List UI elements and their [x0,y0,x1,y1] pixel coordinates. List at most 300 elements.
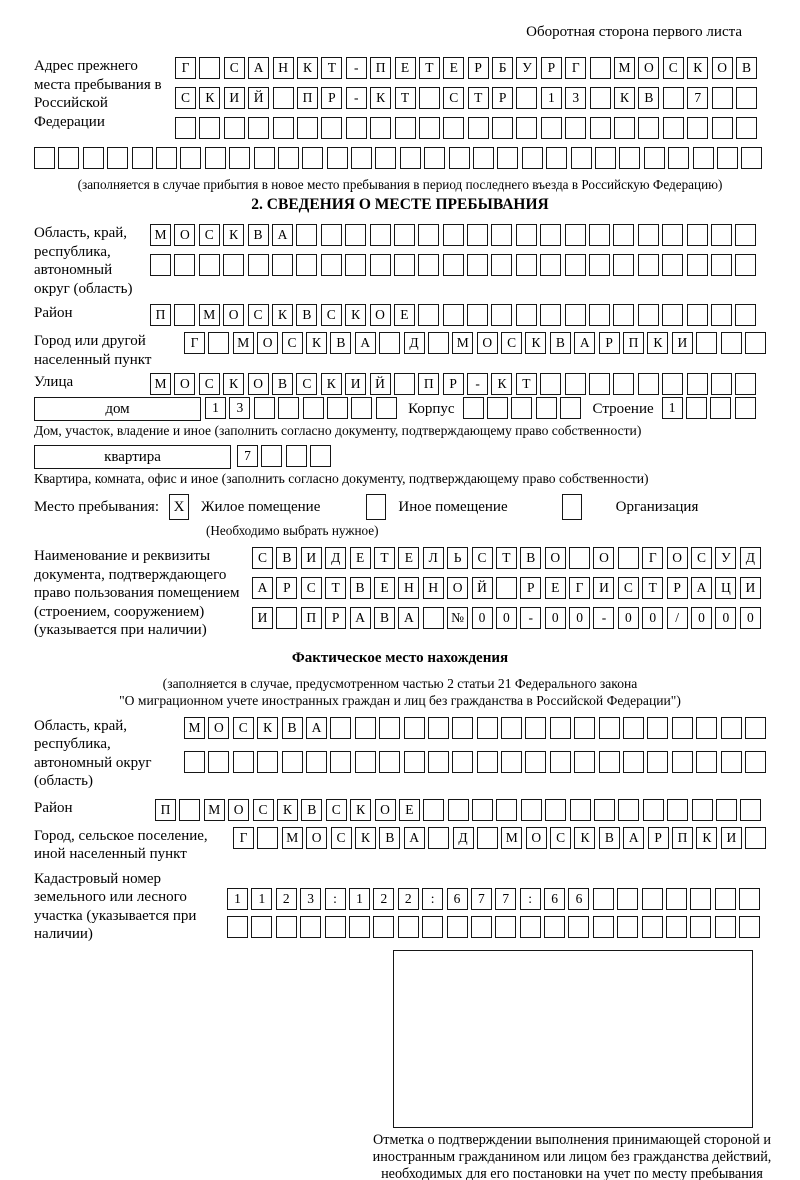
char-cell[interactable] [398,916,419,938]
char-cell[interactable] [644,147,665,169]
char-cell[interactable] [568,916,589,938]
char-cell[interactable]: М [204,799,225,821]
char-cell[interactable] [692,799,713,821]
char-cell[interactable] [496,577,517,599]
char-cell[interactable] [589,254,610,276]
char-cell[interactable] [428,717,449,739]
char-cell[interactable]: Г [642,547,663,569]
char-cell[interactable] [257,751,278,773]
char-cell[interactable] [418,254,439,276]
prev-address-row-2[interactable] [175,87,760,109]
char-cell[interactable] [496,799,517,821]
char-cell[interactable]: П [672,827,693,849]
char-cell[interactable] [696,332,717,354]
char-cell[interactable] [351,147,372,169]
char-cell[interactable]: Д [453,827,474,849]
char-cell[interactable] [423,607,444,629]
char-cell[interactable] [696,717,717,739]
region-row-1[interactable] [150,224,760,246]
char-cell[interactable]: 0 [691,607,712,629]
char-cell[interactable]: К [223,224,244,246]
char-cell[interactable] [351,397,372,419]
char-cell[interactable]: - [520,607,541,629]
char-cell[interactable] [443,117,464,139]
char-cell[interactable] [452,751,473,773]
char-cell[interactable]: 0 [472,607,493,629]
fact-region-row-1[interactable] [184,717,769,739]
char-cell[interactable]: 2 [398,888,419,910]
char-cell[interactable]: С [199,224,220,246]
residential-premises-checkbox[interactable]: X [169,494,189,520]
char-cell[interactable]: К [277,799,298,821]
char-cell[interactable]: П [297,87,318,109]
char-cell[interactable] [663,87,684,109]
char-cell[interactable] [595,147,616,169]
char-cell[interactable]: А [574,332,595,354]
char-cell[interactable]: В [638,87,659,109]
char-cell[interactable]: 6 [544,888,565,910]
char-cell[interactable] [208,751,229,773]
char-cell[interactable]: О [174,373,195,395]
char-cell[interactable] [590,117,611,139]
char-cell[interactable] [520,916,541,938]
char-cell[interactable]: Р [648,827,669,849]
char-cell[interactable] [174,254,195,276]
char-cell[interactable]: Е [394,304,415,326]
char-cell[interactable] [379,717,400,739]
char-cell[interactable]: Р [468,57,489,79]
char-cell[interactable] [638,224,659,246]
char-cell[interactable]: С [618,577,639,599]
char-cell[interactable]: - [346,87,367,109]
char-cell[interactable] [745,332,766,354]
char-cell[interactable] [345,224,366,246]
char-cell[interactable] [599,751,620,773]
char-cell[interactable] [593,888,614,910]
char-cell[interactable] [467,304,488,326]
char-cell[interactable] [423,799,444,821]
char-cell[interactable]: О [257,332,278,354]
char-cell[interactable]: К [574,827,595,849]
char-cell[interactable] [686,397,707,419]
char-cell[interactable]: 3 [565,87,586,109]
char-cell[interactable]: 1 [227,888,248,910]
char-cell[interactable]: 1 [251,888,272,910]
char-cell[interactable] [370,254,391,276]
char-cell[interactable] [443,224,464,246]
char-cell[interactable] [589,373,610,395]
char-cell[interactable]: С [252,547,273,569]
char-cell[interactable]: О [208,717,229,739]
char-cell[interactable] [473,147,494,169]
char-cell[interactable]: 0 [569,607,590,629]
char-cell[interactable] [739,888,760,910]
char-cell[interactable]: Е [399,799,420,821]
char-cell[interactable] [594,799,615,821]
char-cell[interactable]: Р [321,87,342,109]
char-cell[interactable] [647,751,668,773]
char-cell[interactable]: К [614,87,635,109]
char-cell[interactable] [735,224,756,246]
char-cell[interactable] [272,254,293,276]
char-cell[interactable]: В [520,547,541,569]
char-cell[interactable]: В [301,799,322,821]
char-cell[interactable]: В [599,827,620,849]
apartment-number-row[interactable] [237,445,335,467]
char-cell[interactable] [589,304,610,326]
city-row[interactable] [184,332,769,354]
char-cell[interactable] [590,57,611,79]
char-cell[interactable] [593,916,614,938]
char-cell[interactable]: Р [541,57,562,79]
char-cell[interactable] [330,751,351,773]
char-cell[interactable] [666,916,687,938]
char-cell[interactable]: С [301,577,322,599]
char-cell[interactable] [690,916,711,938]
char-cell[interactable] [345,254,366,276]
char-cell[interactable] [107,147,128,169]
char-cell[interactable] [565,254,586,276]
char-cell[interactable] [613,254,634,276]
char-cell[interactable] [443,304,464,326]
char-cell[interactable] [540,373,561,395]
char-cell[interactable] [278,147,299,169]
char-cell[interactable] [179,799,200,821]
char-cell[interactable] [501,751,522,773]
char-cell[interactable] [443,254,464,276]
document-row-1[interactable] [252,547,764,569]
char-cell[interactable] [447,916,468,938]
char-cell[interactable] [745,827,766,849]
char-cell[interactable]: Т [468,87,489,109]
char-cell[interactable] [491,304,512,326]
char-cell[interactable]: Д [404,332,425,354]
char-cell[interactable] [229,147,250,169]
char-cell[interactable] [419,117,440,139]
char-cell[interactable]: С [443,87,464,109]
char-cell[interactable]: А [623,827,644,849]
char-cell[interactable] [296,254,317,276]
char-cell[interactable]: 2 [276,888,297,910]
char-cell[interactable]: С [253,799,274,821]
char-cell[interactable] [501,717,522,739]
char-cell[interactable]: К [306,332,327,354]
char-cell[interactable] [712,117,733,139]
char-cell[interactable] [355,717,376,739]
char-cell[interactable] [716,799,737,821]
cadastral-row-1[interactable] [227,888,764,910]
char-cell[interactable] [257,827,278,849]
char-cell[interactable]: Р [667,577,688,599]
char-cell[interactable]: С [472,547,493,569]
prev-address-row-3[interactable] [175,117,760,139]
char-cell[interactable] [672,717,693,739]
char-cell[interactable] [565,373,586,395]
char-cell[interactable] [467,254,488,276]
char-cell[interactable]: 3 [229,397,250,419]
char-cell[interactable] [175,117,196,139]
char-cell[interactable] [642,916,663,938]
char-cell[interactable]: Т [374,547,395,569]
char-cell[interactable]: В [379,827,400,849]
char-cell[interactable] [638,254,659,276]
prev-address-row-4[interactable] [34,147,766,169]
char-cell[interactable]: П [418,373,439,395]
char-cell[interactable] [254,397,275,419]
char-cell[interactable]: - [467,373,488,395]
char-cell[interactable]: А [691,577,712,599]
char-cell[interactable] [599,717,620,739]
char-cell[interactable] [623,717,644,739]
char-cell[interactable] [687,254,708,276]
char-cell[interactable]: К [525,332,546,354]
char-cell[interactable]: К [647,332,668,354]
char-cell[interactable] [34,147,55,169]
char-cell[interactable]: О [712,57,733,79]
char-cell[interactable] [589,224,610,246]
char-cell[interactable]: Г [175,57,196,79]
char-cell[interactable]: Т [419,57,440,79]
char-cell[interactable] [306,751,327,773]
char-cell[interactable]: 7 [471,888,492,910]
char-cell[interactable]: 0 [545,607,566,629]
apartment-type-box[interactable] [34,445,231,469]
char-cell[interactable]: / [667,607,688,629]
char-cell[interactable]: К [297,57,318,79]
char-cell[interactable] [745,751,766,773]
char-cell[interactable] [668,147,689,169]
char-cell[interactable] [516,117,537,139]
char-cell[interactable]: 1 [662,397,683,419]
char-cell[interactable]: П [370,57,391,79]
char-cell[interactable] [321,254,342,276]
char-cell[interactable]: О [477,332,498,354]
char-cell[interactable] [327,147,348,169]
char-cell[interactable] [525,717,546,739]
char-cell[interactable] [282,751,303,773]
char-cell[interactable] [422,916,443,938]
char-cell[interactable] [522,147,543,169]
char-cell[interactable]: С [663,57,684,79]
char-cell[interactable] [687,224,708,246]
char-cell[interactable] [276,916,297,938]
char-cell[interactable] [370,224,391,246]
char-cell[interactable] [550,717,571,739]
char-cell[interactable]: Е [374,577,395,599]
char-cell[interactable]: К [223,373,244,395]
char-cell[interactable]: М [150,224,171,246]
char-cell[interactable] [477,827,498,849]
char-cell[interactable]: Й [248,87,269,109]
char-cell[interactable] [394,254,415,276]
char-cell[interactable] [327,397,348,419]
char-cell[interactable] [540,304,561,326]
char-cell[interactable]: К [272,304,293,326]
char-cell[interactable] [541,117,562,139]
char-cell[interactable]: С [248,304,269,326]
char-cell[interactable] [296,224,317,246]
char-cell[interactable]: Р [443,373,464,395]
char-cell[interactable] [711,254,732,276]
char-cell[interactable]: В [350,577,371,599]
char-cell[interactable]: Р [276,577,297,599]
char-cell[interactable]: К [491,373,512,395]
char-cell[interactable] [711,373,732,395]
char-cell[interactable]: Т [642,577,663,599]
char-cell[interactable]: 0 [618,607,639,629]
char-cell[interactable] [741,147,762,169]
char-cell[interactable]: В [550,332,571,354]
char-cell[interactable] [302,147,323,169]
char-cell[interactable] [449,147,470,169]
char-cell[interactable] [521,799,542,821]
char-cell[interactable] [672,751,693,773]
char-cell[interactable] [618,799,639,821]
other-premises-checkbox[interactable] [366,494,386,520]
char-cell[interactable]: А [248,57,269,79]
korpus-row[interactable] [463,397,585,419]
char-cell[interactable] [613,304,634,326]
char-cell[interactable] [735,304,756,326]
char-cell[interactable] [574,717,595,739]
char-cell[interactable]: О [228,799,249,821]
char-cell[interactable]: Т [496,547,517,569]
char-cell[interactable] [736,87,757,109]
char-cell[interactable] [710,397,731,419]
char-cell[interactable] [394,373,415,395]
char-cell[interactable] [233,751,254,773]
char-cell[interactable] [379,332,400,354]
char-cell[interactable]: О [306,827,327,849]
char-cell[interactable] [497,147,518,169]
char-cell[interactable]: 7 [495,888,516,910]
char-cell[interactable]: И [672,332,693,354]
char-cell[interactable]: Е [350,547,371,569]
char-cell[interactable]: Д [740,547,761,569]
char-cell[interactable]: О [370,304,391,326]
char-cell[interactable]: К [696,827,717,849]
char-cell[interactable]: А [404,827,425,849]
char-cell[interactable] [208,332,229,354]
char-cell[interactable] [663,117,684,139]
char-cell[interactable] [516,87,537,109]
char-cell[interactable]: К [687,57,708,79]
char-cell[interactable] [687,373,708,395]
char-cell[interactable] [721,717,742,739]
char-cell[interactable]: О [248,373,269,395]
char-cell[interactable] [156,147,177,169]
char-cell[interactable] [477,751,498,773]
char-cell[interactable] [687,117,708,139]
char-cell[interactable]: Р [520,577,541,599]
char-cell[interactable] [248,254,269,276]
char-cell[interactable]: : [520,888,541,910]
char-cell[interactable]: С [296,373,317,395]
char-cell[interactable]: В [282,717,303,739]
char-cell[interactable] [463,397,484,419]
char-cell[interactable] [428,332,449,354]
region-row-2[interactable] [150,254,760,276]
char-cell[interactable]: 1 [205,397,226,419]
char-cell[interactable] [516,304,537,326]
char-cell[interactable] [560,397,581,419]
char-cell[interactable] [638,373,659,395]
char-cell[interactable]: С [175,87,196,109]
char-cell[interactable] [150,254,171,276]
char-cell[interactable] [667,799,688,821]
char-cell[interactable]: А [398,607,419,629]
char-cell[interactable]: О [447,577,468,599]
cadastral-row-2[interactable] [227,916,764,938]
char-cell[interactable]: 7 [237,445,258,467]
char-cell[interactable]: Е [395,57,416,79]
char-cell[interactable] [590,87,611,109]
char-cell[interactable] [276,607,297,629]
char-cell[interactable]: 3 [300,888,321,910]
char-cell[interactable] [227,916,248,938]
char-cell[interactable]: Т [321,57,342,79]
char-cell[interactable] [638,117,659,139]
char-cell[interactable] [404,717,425,739]
char-cell[interactable]: К [345,304,366,326]
char-cell[interactable] [174,304,195,326]
char-cell[interactable]: С [321,304,342,326]
char-cell[interactable]: К [355,827,376,849]
char-cell[interactable] [400,147,421,169]
char-cell[interactable] [613,224,634,246]
char-cell[interactable]: Е [398,547,419,569]
char-cell[interactable]: М [184,717,205,739]
char-cell[interactable] [614,117,635,139]
char-cell[interactable]: У [516,57,537,79]
char-cell[interactable] [740,799,761,821]
char-cell[interactable] [492,117,513,139]
char-cell[interactable]: С [224,57,245,79]
char-cell[interactable] [286,445,307,467]
fact-district-row[interactable] [155,799,765,821]
char-cell[interactable]: И [593,577,614,599]
char-cell[interactable]: Р [599,332,620,354]
char-cell[interactable] [419,87,440,109]
char-cell[interactable]: М [614,57,635,79]
char-cell[interactable] [199,254,220,276]
char-cell[interactable] [643,799,664,821]
char-cell[interactable]: И [721,827,742,849]
char-cell[interactable]: 0 [715,607,736,629]
char-cell[interactable]: Л [423,547,444,569]
char-cell[interactable] [687,304,708,326]
char-cell[interactable] [428,751,449,773]
char-cell[interactable] [370,117,391,139]
char-cell[interactable] [251,916,272,938]
char-cell[interactable] [487,397,508,419]
char-cell[interactable]: Г [184,332,205,354]
char-cell[interactable] [418,224,439,246]
char-cell[interactable]: А [306,717,327,739]
char-cell[interactable] [690,888,711,910]
char-cell[interactable]: О [638,57,659,79]
char-cell[interactable] [278,397,299,419]
char-cell[interactable]: Б [492,57,513,79]
char-cell[interactable] [735,397,756,419]
char-cell[interactable] [565,304,586,326]
char-cell[interactable]: М [282,827,303,849]
char-cell[interactable]: К [350,799,371,821]
char-cell[interactable]: Н [398,577,419,599]
char-cell[interactable] [375,147,396,169]
char-cell[interactable] [550,751,571,773]
char-cell[interactable]: С [282,332,303,354]
